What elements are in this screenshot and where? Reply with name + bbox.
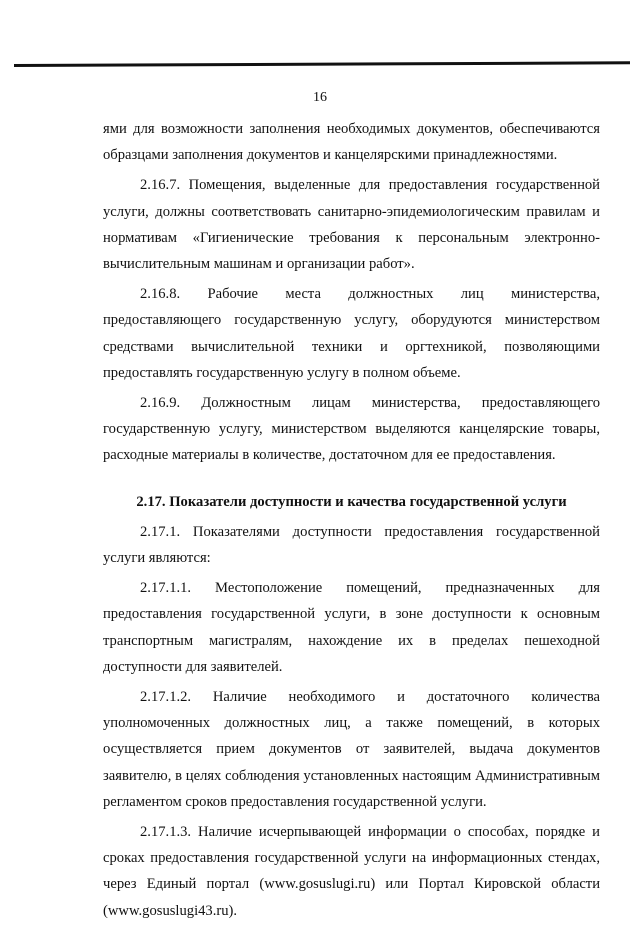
paragraph-2-17-1: 2.17.1. Показателями доступности предоставления государственной услуги являются: xyxy=(103,523,600,567)
paragraph-continuation: ями для возможности заполнения необходимых документов, обеспечиваются образцами заполнения документов и канцелярскими принадлежностями. xyxy=(103,121,600,164)
paragraph-2-17-1-3: 2.17.1.3. Наличие исчерпывающей информации о способах, порядке и сроках предоставления государственной услуги на информационных стендах, через Единый портал (www.gosuslugi.ru) или Портал Кировской области (www.gosuslugi43.ru). xyxy=(103,824,600,919)
paragraph-2-17-1-1: 2.17.1.1. Местоположение помещений, предназначенных для предоставления государственной услуги, в зоне доступности к основным транспортным магистралям, нахождение их в пределах пешеходной доступности для заявителей. xyxy=(103,580,600,675)
document-body xyxy=(103,116,600,928)
header-rule xyxy=(14,61,630,67)
paragraph-2-16-9: 2.16.9. Должностным лицам министерства, предоставляющего государственную услугу, министерством выделяются канцелярские товары, расходные материалы в количестве, достаточном для ее предоставления. xyxy=(103,395,600,464)
page-number: 16 xyxy=(313,90,327,105)
section-title-2-17: 2.17. Показатели доступности и качества государственной услуги xyxy=(136,493,567,510)
paragraph-2-16-8: 2.16.8. Рабочие места должностных лиц министерства, предоставляющего государственную услугу, оборудуются министерством средствами вычислительной техники и оргтехникой, позволяющими предоставлять государственную услугу в полном объеме. xyxy=(103,286,600,381)
paragraph-2-16-7: 2.16.7. Помещения, выделенные для предоставления государственной услуги, должны соответствовать санитарно-эпидемиологическим правилам и нормативам «Гигиенические требования к персональным электронно-вычислительным машинам и организации работ». xyxy=(103,177,600,273)
paragraph-2-17-1-2: 2.17.1.2. Наличие необходимого и достаточного количества уполномоченных должностных лиц, а также помещений, в которых осуществляется прием документов от заявителей, выдача документов заявителю, в целях соблюдения установленных настоящим Административным регламентом сроков предоставления государственной услуги. xyxy=(103,689,600,810)
